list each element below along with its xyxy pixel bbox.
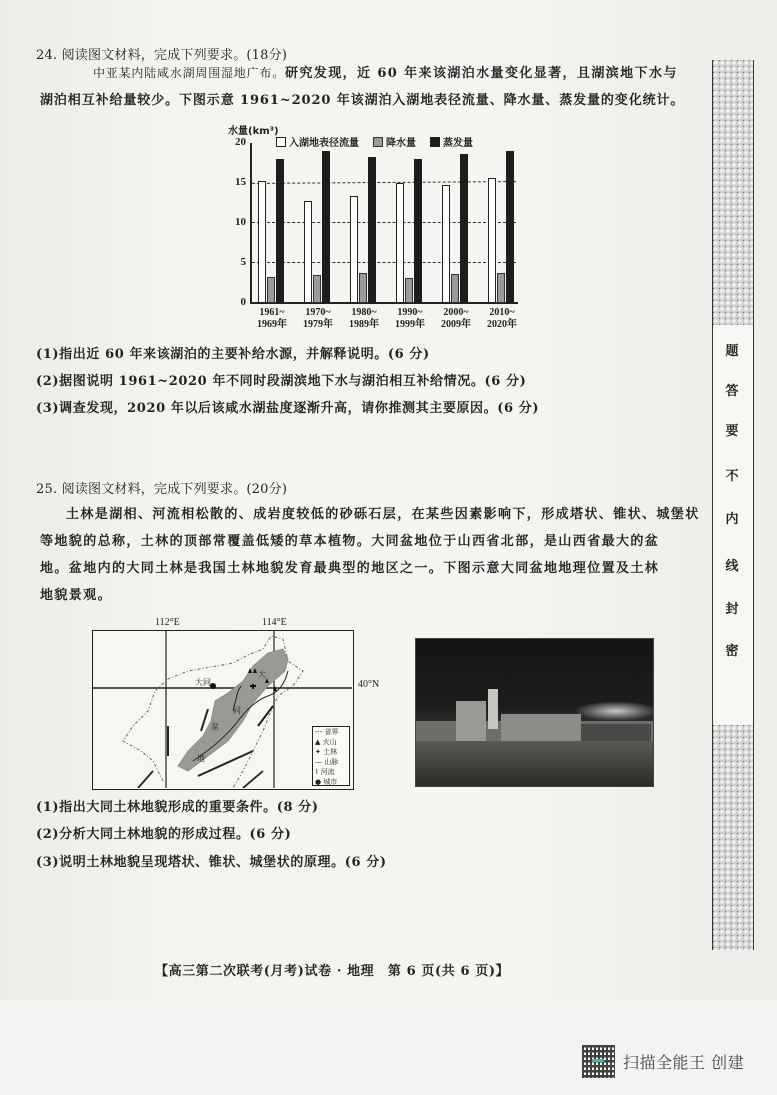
city-dot-icon: ● bbox=[315, 778, 322, 786]
evaporation-bar bbox=[322, 151, 330, 303]
map-city-label: 大同 bbox=[195, 678, 211, 687]
evaporation-bar bbox=[276, 159, 284, 303]
reference-line-10 bbox=[252, 222, 516, 223]
y-tick-0: 0 bbox=[240, 296, 246, 308]
q24-intro-text: 中亚某内陆咸水湖周围湿地广布。 bbox=[93, 66, 286, 80]
legend-evap: 蒸发量 bbox=[430, 134, 473, 149]
evaporation-bar bbox=[368, 157, 376, 303]
photo-rock-tower bbox=[456, 701, 486, 741]
legend-swatch-gray bbox=[373, 137, 383, 147]
watermark-text: 扫描全能王 创建 bbox=[623, 1053, 745, 1072]
evaporation-bar bbox=[414, 159, 422, 303]
q25-sub-question-3: (3)说明土林地貌呈现塔状、锥状、城堡状的原理。(6 分) bbox=[36, 855, 387, 870]
y-tick-5: 5 bbox=[240, 256, 246, 268]
chart-x-axis bbox=[250, 302, 518, 304]
legend-swatch-white bbox=[276, 137, 286, 147]
strip-char-5: 内 bbox=[725, 512, 739, 527]
precipitation-bar bbox=[267, 277, 275, 303]
legend-volcano: ▲ 火山 bbox=[315, 738, 337, 746]
x-category-1: 1961~ 1969年 bbox=[257, 307, 287, 330]
map-legend bbox=[312, 726, 350, 786]
legend-runoff: 入湖地表径流量 bbox=[276, 134, 359, 149]
q24-sub-question-3: (3)调查发现，2020 年以后该咸水湖盐度逐渐升高，请你推测其主要原因。(6 分) bbox=[36, 401, 540, 416]
datong-basin-map bbox=[92, 630, 354, 790]
precipitation-bar bbox=[497, 273, 505, 303]
photo-rock-pillar bbox=[488, 689, 498, 729]
qr-code-icon bbox=[582, 1045, 615, 1078]
legend-city: ● 城市 bbox=[315, 778, 338, 786]
map-longitude-114: 114°E bbox=[262, 617, 287, 628]
map-basin-char-4: 地 bbox=[197, 754, 205, 763]
map-basin-char-1: 大 bbox=[258, 670, 266, 679]
strip-pattern-bottom bbox=[712, 725, 754, 950]
x-category-6: 2010~ 2020年 bbox=[487, 307, 517, 330]
reference-line-15 bbox=[252, 181, 516, 184]
reference-line-5 bbox=[252, 262, 516, 263]
legend-mountain: — 山脉 bbox=[315, 758, 339, 766]
y-tick-10: 10 bbox=[235, 216, 246, 228]
q25-sub-question-1: (1)指出大同土林地貌形成的重要条件。(8 分) bbox=[36, 800, 319, 815]
legend-swatch-black bbox=[430, 137, 440, 147]
runoff-bar bbox=[488, 178, 496, 303]
river-icon: ⌇ bbox=[315, 768, 319, 776]
chart-y-axis bbox=[250, 143, 252, 303]
strip-pattern-top bbox=[712, 60, 754, 325]
runoff-bar bbox=[304, 201, 312, 303]
evaporation-bar bbox=[506, 151, 514, 303]
soil-forest-landscape-photo bbox=[415, 638, 654, 787]
y-tick-20: 20 bbox=[235, 136, 246, 148]
strip-char-7: 封 bbox=[725, 602, 739, 617]
map-basin-char-3: 盆 bbox=[211, 722, 219, 731]
q24-paragraph-line1 bbox=[93, 60, 678, 87]
x-category-5: 2000~ 2009年 bbox=[441, 307, 471, 330]
strip-char-4: 不 bbox=[725, 469, 739, 484]
precipitation-bar bbox=[451, 274, 459, 303]
map-basin-char-2: 同 bbox=[233, 706, 241, 715]
soil-forest-icon: ✦ bbox=[315, 748, 321, 756]
strip-char-1: 题 bbox=[725, 344, 739, 359]
legend-province-border: -·- 省界 bbox=[315, 728, 339, 736]
precipitation-bar bbox=[313, 275, 321, 303]
water-volume-bar-chart bbox=[228, 122, 528, 337]
x-category-4: 1990~ 1999年 bbox=[395, 307, 425, 330]
q24-title: 24. 阅读图文材料，完成下列要求。(18分) bbox=[36, 48, 288, 63]
precipitation-bar bbox=[359, 273, 367, 303]
photo-ground bbox=[416, 741, 653, 786]
legend-soil-forest: ✦ 土林 bbox=[315, 748, 338, 756]
q24-sub-question-2: (2)据图说明 1961~2020 年不同时段湖滨地下水与湖泊相互补给情况。(6 分) bbox=[36, 374, 527, 389]
q25-title: 25. 阅读图文材料，完成下列要求。(20分) bbox=[36, 482, 288, 497]
strip-char-3: 要 bbox=[725, 424, 739, 439]
volcano-icon: ▲ bbox=[315, 738, 321, 746]
q24-intro-text-2: 研究发现，近 60 年来该湖泊水量变化显著，且湖滨地下水与 bbox=[285, 66, 678, 81]
q24-sub-question-1: (1)指出近 60 年来该湖泊的主要补给水源，并解释说明。(6 分) bbox=[36, 347, 430, 362]
legend-precip: 降水量 bbox=[373, 134, 416, 149]
runoff-bar bbox=[258, 181, 266, 303]
q25-sub-question-2: (2)分析大同土林地貌的形成过程。(6 分) bbox=[36, 827, 292, 842]
scanner-watermark bbox=[582, 1045, 744, 1078]
chart-y-axis-label: 水量(km³) bbox=[228, 126, 279, 137]
legend-river: ⌇ 河流 bbox=[315, 768, 335, 776]
binding-margin-strip bbox=[712, 60, 764, 950]
x-category-3: 1980~ 1989年 bbox=[349, 307, 379, 330]
runoff-bar bbox=[396, 183, 404, 303]
precipitation-bar bbox=[405, 278, 413, 303]
strip-char-8: 密 bbox=[725, 644, 739, 659]
q24-paragraph-line2: 湖泊相互补给量较少。下图示意 1961~2020 年该湖泊入湖地表径流量、降水量、蒸发量的变化统计。 bbox=[40, 93, 685, 108]
page-footer: 【高三第二次联考(月考)试卷 · 地理 第 6 页(共 6 页)】 bbox=[155, 964, 510, 979]
q25-paragraph-line2: 等地貌的总称，土林的顶部常覆盖低矮的草本植物。大同盆地位于山西省北部，是山西省最大的盆 bbox=[40, 534, 660, 549]
y-tick-15: 15 bbox=[235, 176, 246, 188]
q25-paragraph-line3: 地。盆地内的大同土林是我国土林地貌发育最典型的地区之一。下图示意大同盆地地理位置及土林 bbox=[40, 561, 660, 576]
x-category-2: 1970~ 1979年 bbox=[303, 307, 333, 330]
q25-paragraph-line1: 土林是湖相、河流相松散的、成岩度较低的砂砾石层，在某些因素影响下，形成塔状、锥状、城堡状 bbox=[66, 507, 700, 522]
map-latitude-40: 40°N bbox=[358, 679, 380, 690]
strip-char-6: 线 bbox=[725, 559, 739, 574]
runoff-bar bbox=[350, 196, 358, 303]
map-longitude-112: 112°E bbox=[155, 617, 180, 628]
chart-legend bbox=[276, 134, 473, 149]
q25-paragraph-line4: 地貌景观。 bbox=[40, 588, 113, 603]
evaporation-bar bbox=[460, 154, 468, 303]
runoff-bar bbox=[442, 185, 450, 303]
strip-char-2: 答 bbox=[725, 384, 739, 399]
photo-rock-mesa bbox=[501, 714, 581, 742]
